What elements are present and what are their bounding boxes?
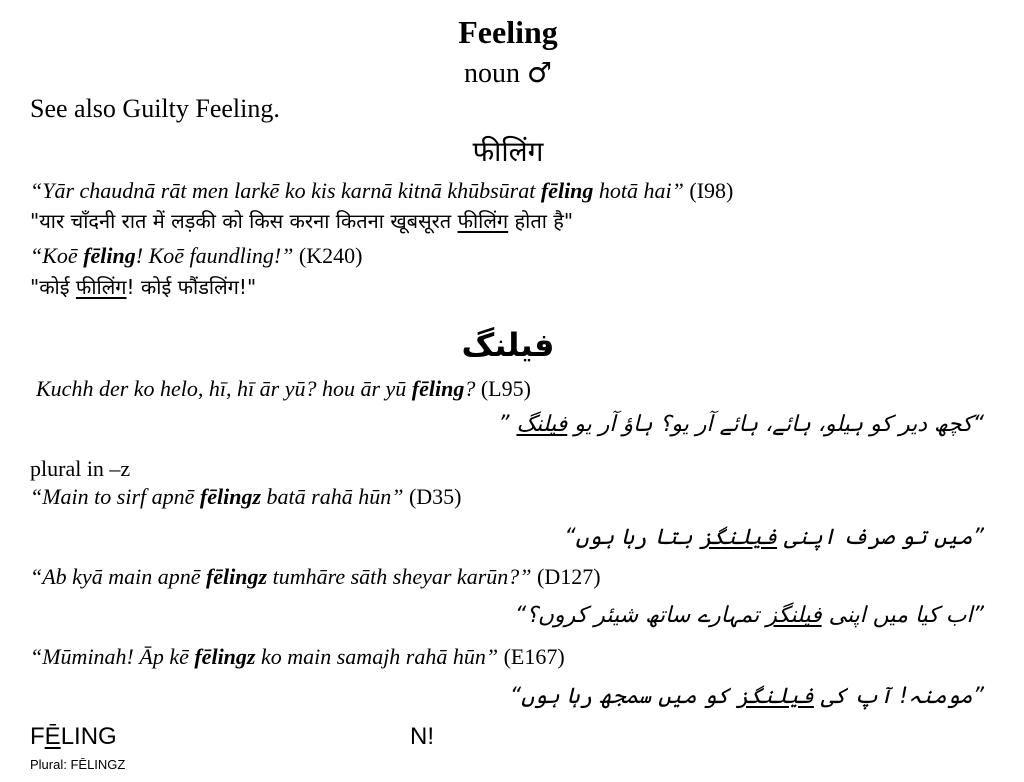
- plural-example-latin-1: [30, 484, 462, 510]
- plural-note: Plural: FĒLINGZ: [30, 757, 126, 772]
- keyword: fēlingz: [205, 564, 268, 589]
- plural-example-urdu-2: [515, 603, 984, 628]
- example-text: ”میں تو صرف اپنی: [777, 525, 984, 550]
- transliteration-key-letter: Ē: [44, 723, 61, 750]
- example-text: “Ab kyā main apnē: [30, 564, 206, 589]
- example-text: “کچھ دیر کو ہیلو، ہائے، ہائے آر یو؟ ہاؤ آر یو: [567, 412, 984, 437]
- example-text: होता है": [508, 209, 574, 233]
- plural-label: plural in –z: [30, 456, 131, 481]
- example-text: بتا رہا ہوں“: [564, 525, 700, 550]
- example-text: “Main to sirf apnē: [30, 484, 200, 509]
- keyword: فیلنگ: [516, 412, 568, 437]
- keyword: fēling: [83, 243, 136, 268]
- source-ref: (D127): [531, 564, 601, 589]
- keyword: फीलिंग: [457, 209, 509, 233]
- example-text: ”اب کیا میں اپنی: [821, 603, 984, 628]
- example-text: تمہارے ساتھ شیئر کروں؟“: [514, 603, 767, 628]
- example-text: “Yār chaudnā rāt men larkē ko kis karnā kitnā khūbsūrat: [30, 178, 541, 203]
- example-text: tumhāre sāth sheyar karūn?”: [267, 564, 532, 589]
- see-also-note: See also Guilty Feeling.: [30, 94, 280, 123]
- headword: Feeling: [458, 14, 558, 50]
- example-latin-2: [30, 243, 362, 269]
- plural-example-latin-2: [30, 564, 601, 590]
- source-ref: (L95): [475, 376, 531, 401]
- part-of-speech-label: noun: [463, 58, 520, 89]
- example-text: hotā hai”: [593, 178, 684, 203]
- plural-example-latin-3: [30, 644, 565, 670]
- example-text: کو میں سمجھ رہا ہوں“: [509, 684, 737, 709]
- entry-code: N!: [410, 723, 434, 750]
- masculine-gender-icon: ♂: [526, 56, 553, 89]
- plural-example-urdu-3: [510, 684, 984, 709]
- keyword: fēlingz: [199, 484, 262, 509]
- urdu-headword: فیلنگ: [461, 326, 555, 364]
- example-text: “Koē: [30, 243, 84, 268]
- keyword: फीलिंग: [75, 275, 127, 299]
- keyword: فیلنگز: [699, 525, 778, 550]
- source-ref: (E167): [498, 644, 565, 669]
- example-text: batā rahā hūn”: [261, 484, 404, 509]
- example-latin-1: [30, 178, 733, 204]
- part-of-speech: [0, 56, 1016, 90]
- source-ref: (K240): [293, 243, 363, 268]
- example-latin-3: [36, 376, 531, 402]
- example-text: ! कोई फौंडलिंग!": [126, 275, 257, 299]
- transliteration-code: [30, 723, 117, 751]
- example-text: ko main samajh rahā hūn”: [255, 644, 499, 669]
- keyword: fēling: [411, 376, 465, 401]
- plural-example-urdu-1: [564, 525, 984, 550]
- example-devanagari-2: [30, 273, 256, 300]
- keyword: fēling: [540, 178, 594, 203]
- example-urdu-3: [498, 412, 984, 437]
- transliteration-text: F: [30, 723, 45, 750]
- example-text: ! Koē faundling!”: [135, 243, 294, 268]
- example-text: ”: [498, 412, 517, 437]
- source-ref: (I98): [683, 178, 734, 203]
- example-text: ”مومنہ! آپ کی: [813, 684, 984, 709]
- keyword: فیلنگز: [766, 603, 822, 628]
- keyword: فیلنگز: [736, 684, 814, 709]
- source-ref: (D35): [403, 484, 462, 509]
- example-text: “Mūminah! Āp kē: [30, 644, 195, 669]
- example-text: Kuchh der ko helo, hī, hī ār yū? hou ār yū: [36, 376, 412, 401]
- transliteration-text: LING: [60, 723, 117, 750]
- example-devanagari-1: [30, 207, 573, 234]
- example-text: "यार चाँदनी रात में लड़की को किस करना कितना खूबसूरत: [30, 209, 458, 233]
- devanagari-headword: फीलिंग: [472, 135, 544, 168]
- keyword: fēlingz: [194, 644, 256, 669]
- example-text: "कोई: [30, 275, 76, 299]
- example-text: ?: [464, 376, 476, 401]
